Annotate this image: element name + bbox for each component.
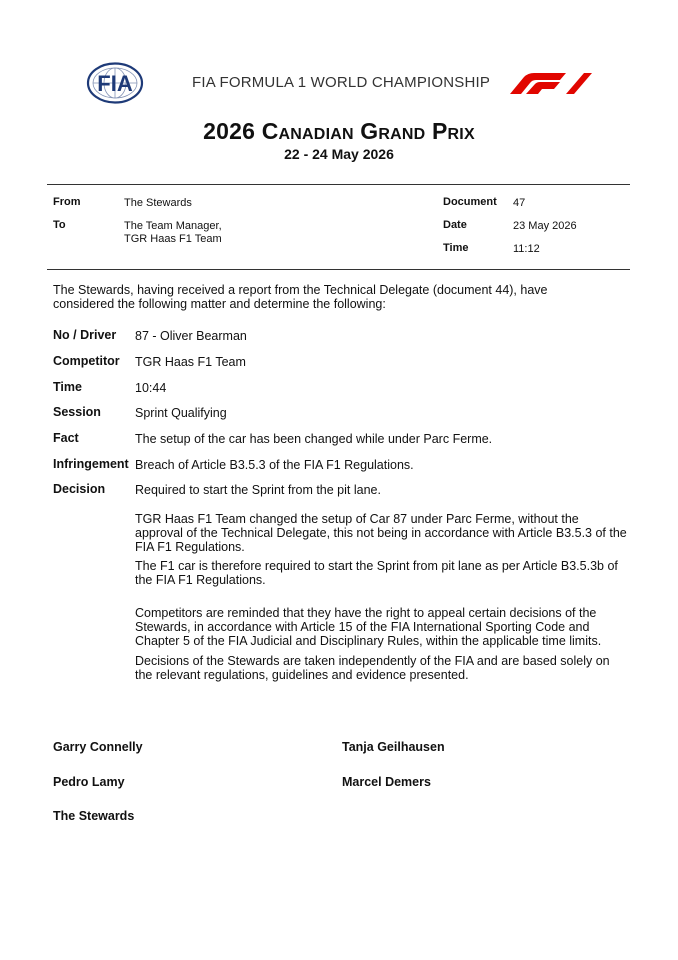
date-label: Date bbox=[443, 219, 467, 231]
appeal-notice: Competitors are reminded that they have the right to appeal certain decisions of the Stewards, in accordance with Article 15 of the FIA International Sporting Code and Chapter 5 of the FIA Judicial and Disciplinary Rules, within the applicable time limits. bbox=[135, 606, 602, 648]
document-label: Document bbox=[443, 196, 497, 208]
championship-title: FIA FORMULA 1 WORLD CHAMPIONSHIP bbox=[192, 74, 491, 91]
f1-logo-icon bbox=[508, 71, 592, 95]
event-dates: 22 - 24 May 2026 bbox=[284, 146, 394, 162]
meta-divider bbox=[47, 269, 630, 270]
session-value: Sprint Qualifying bbox=[135, 406, 227, 420]
driver-value: 87 - Oliver Bearman bbox=[135, 329, 247, 343]
top-divider bbox=[47, 184, 630, 185]
svg-text:FIA: FIA bbox=[97, 71, 133, 96]
stewards-closing: The Stewards bbox=[53, 809, 135, 823]
time-label: Time bbox=[443, 242, 469, 254]
fact-value: The setup of the car has been changed while under Parc Ferme. bbox=[135, 432, 493, 446]
steward-signature-2: Tanja Geilhausen bbox=[342, 740, 445, 754]
session-label: Session bbox=[53, 405, 101, 419]
reason-paragraph-1: TGR Haas F1 Team changed the setup of Car 87 under Parc Ferme, without the approval of the Technical Delegate, this not being in accordance with Article B3.5.3 of the FIA F1 Regulations. bbox=[135, 512, 627, 554]
steward-signature-1: Garry Connelly bbox=[53, 740, 143, 754]
independence-notice: Decisions of the Stewards are taken independently of the FIA and are based solely on the relevant regulations, guidelines and evidence presented. bbox=[135, 654, 610, 682]
decision-value: Required to start the Sprint from the pit lane. bbox=[135, 483, 381, 497]
steward-signature-4: Marcel Demers bbox=[342, 775, 431, 789]
driver-label: No / Driver bbox=[53, 328, 117, 342]
steward-signature-3: Pedro Lamy bbox=[53, 775, 125, 789]
infringement-label: Infringement bbox=[53, 457, 129, 471]
decision-label: Decision bbox=[53, 482, 106, 496]
infringement-value: Breach of Article B3.5.3 of the FIA F1 Regulations. bbox=[135, 458, 414, 472]
incident-time-label: Time bbox=[53, 380, 82, 394]
time-value: 11:12 bbox=[513, 243, 540, 255]
competitor-value: TGR Haas F1 Team bbox=[135, 355, 246, 369]
competitor-label: Competitor bbox=[53, 354, 120, 368]
to-label: To bbox=[53, 219, 66, 231]
incident-time-value: 10:44 bbox=[135, 381, 167, 395]
from-label: From bbox=[53, 196, 81, 208]
fia-logo-icon bbox=[86, 62, 144, 104]
date-value: 23 May 2026 bbox=[513, 220, 577, 232]
intro-text: The Stewards, having received a report from the Technical Delegate (document 44), have considered the following matter and determine the following: bbox=[53, 283, 548, 311]
reason-paragraph-2: The F1 car is therefore required to start the Sprint from pit lane as per Article B3.5.3b of the FIA F1 Regulations. bbox=[135, 559, 618, 587]
to-value: The Team Manager, TGR Haas F1 Team bbox=[124, 220, 222, 245]
event-title: 2026 Canadian Grand Prix bbox=[203, 118, 475, 144]
from-value: The Stewards bbox=[124, 197, 192, 209]
document-value: 47 bbox=[513, 197, 526, 209]
fact-label: Fact bbox=[53, 431, 79, 445]
